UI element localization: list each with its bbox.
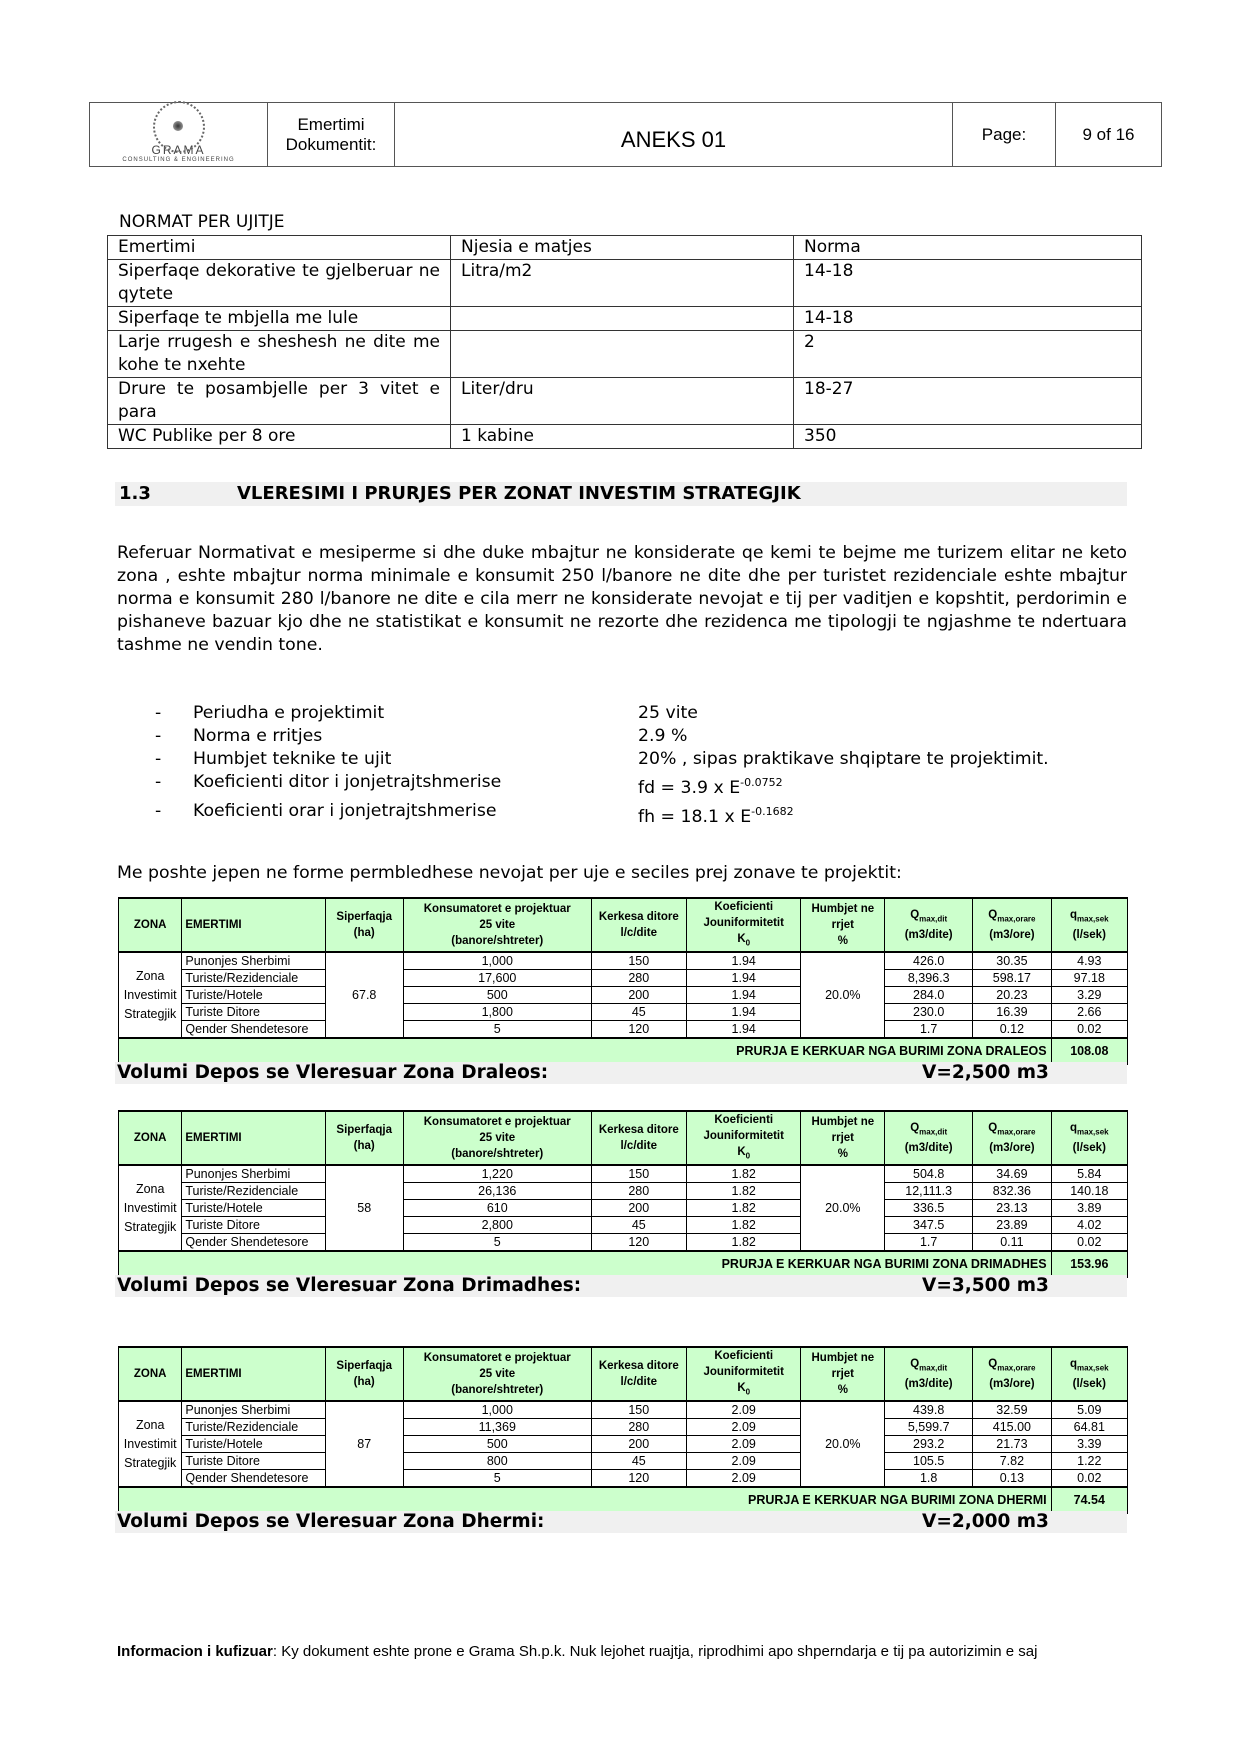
col-emertimi: EMERTIMI	[182, 1347, 325, 1401]
col-qmax-orare: $Q_{max,orare}$ (m3/ore)	[973, 898, 1051, 952]
uniformity-coefficient: 2.09	[686, 1401, 800, 1419]
qmax-hourly: 21.73	[973, 1436, 1051, 1453]
consumer-type: Qender Shendetesore	[182, 1470, 325, 1488]
table-header-row	[119, 1347, 1128, 1401]
qmax-hourly: 16.39	[973, 1004, 1051, 1021]
table-row	[108, 260, 1142, 307]
norm-unit	[451, 331, 794, 378]
consumers-count: 26,136	[403, 1183, 591, 1200]
col-qmax-sek: $q_{max,sek}$ (l/sek)	[1051, 1347, 1127, 1401]
table-row	[119, 1200, 1128, 1217]
total-label: PRURJA E KERKUAR NGA BURIMI ZONA DHERMI	[119, 1487, 1052, 1513]
table-row	[119, 1234, 1128, 1252]
uniformity-coefficient: 1.82	[686, 1183, 800, 1200]
section-heading	[115, 482, 1127, 506]
qmax-hourly: 32.59	[973, 1401, 1051, 1419]
norms-header-row	[108, 236, 1142, 260]
consumer-type: Turiste/Rezidenciale	[182, 1419, 325, 1436]
daily-demand: 45	[591, 1004, 686, 1021]
col-emertimi: EMERTIMI	[182, 1111, 325, 1165]
logo-spiral-icon	[153, 101, 205, 153]
uniformity-coefficient: 1.82	[686, 1165, 800, 1183]
logo-text: GRAMA	[151, 142, 206, 157]
total-row	[119, 1487, 1128, 1513]
col-siperfaqja: Siperfaqja (ha)	[325, 1111, 403, 1165]
daily-demand: 280	[591, 1419, 686, 1436]
col-siperfaqja: Siperfaqja (ha)	[325, 1347, 403, 1401]
consumer-type: Punonjes Sherbimi	[182, 952, 325, 970]
daily-demand: 200	[591, 987, 686, 1004]
col-konsumatoret: Konsumatoret e projektuar 25 vite (banore/shtreter)	[403, 1111, 591, 1165]
qmax-hourly: 0.12	[973, 1021, 1051, 1039]
param-label: Periudha e projektimit	[193, 703, 385, 723]
qmax-hourly: 598.17	[973, 970, 1051, 987]
consumer-type: Turiste/Hotele	[182, 987, 325, 1004]
total-row	[119, 1038, 1128, 1064]
uniformity-coefficient: 2.09	[686, 1436, 800, 1453]
table-row	[119, 1004, 1128, 1021]
qmax-hourly: 30.35	[973, 952, 1051, 970]
doc-name-label	[268, 103, 395, 166]
col-qmax-sek: $q_{max,sek}$ (l/sek)	[1051, 1111, 1127, 1165]
consumers-count: 5	[403, 1470, 591, 1488]
col-zona: ZONA	[119, 1111, 182, 1165]
consumers-count: 500	[403, 1436, 591, 1453]
body-paragraph: Referuar Normativat e mesiperme si dhe duke mbajtur ne konsiderate qe kemi te bejme me turizem elitar ne keto zona , eshte mbajtur norma minimale e konsumit 250 l/banore ne dite dhe per turistet rezidenciale eshte mbajtur norma e konsumit 280 l/banore ne dite e cila merr ne konsiderate nevojat e tij per vaditjen e kopshtit, perdorimin e pishaneve bazuar kjo dhe ne statistikat e konsumit ne rezorte dhe rezidenca me tipologji te ngjashme te ndertuara tashme ne vendin tone.	[117, 543, 1127, 655]
qmax-second: 140.18	[1051, 1183, 1127, 1200]
consumer-type: Punonjes Sherbimi	[182, 1401, 325, 1419]
norms-title: NORMAT PER UJITJE	[119, 212, 285, 232]
zone-area: 87	[325, 1401, 403, 1487]
qmax-second: 0.02	[1051, 1470, 1127, 1488]
uniformity-coefficient: 1.94	[686, 1021, 800, 1039]
table-row	[119, 1401, 1128, 1419]
table-row	[119, 1436, 1128, 1453]
daily-demand: 150	[591, 1401, 686, 1419]
norm-value: 18-27	[794, 378, 1142, 425]
consumers-count: 1,800	[403, 1004, 591, 1021]
norm-name: Larje rrugesh e sheshesh ne dite me kohe te nxehte	[108, 331, 451, 378]
qmax-daily: 293.2	[885, 1436, 973, 1453]
network-losses: 20.0%	[801, 952, 885, 1038]
daily-demand: 150	[591, 1165, 686, 1183]
bullet-dash-icon: -	[155, 800, 162, 821]
consumers-count: 17,600	[403, 970, 591, 987]
daily-demand: 280	[591, 1183, 686, 1200]
norm-name: Siperfaqe te mbjella me lule	[108, 307, 451, 331]
table-row	[119, 1470, 1128, 1488]
volume-label: Volumi Depos se Vleresuar Zona Drimadhes:	[117, 1275, 582, 1296]
daily-demand: 200	[591, 1436, 686, 1453]
footer-disclaimer	[117, 1642, 1127, 1661]
qmax-daily: 230.0	[885, 1004, 973, 1021]
uniformity-coefficient: 2.09	[686, 1470, 800, 1488]
qmax-second: 0.02	[1051, 1021, 1127, 1039]
list-item	[155, 748, 1049, 771]
param-exponent: -0.1682	[751, 804, 794, 818]
param-value	[638, 771, 783, 800]
daily-demand: 200	[591, 1200, 686, 1217]
uniformity-coefficient: 1.82	[686, 1234, 800, 1252]
col-kerkesa: Kerkesa ditore l/c/dite	[591, 898, 686, 952]
col-emertimi: EMERTIMI	[182, 898, 325, 952]
qmax-daily: 1.8	[885, 1470, 973, 1488]
table-row	[119, 1419, 1128, 1436]
page-number: 9 of 16	[1082, 124, 1135, 144]
zone-area: 58	[325, 1165, 403, 1251]
volume-label: Volumi Depos se Vleresuar Zona Draleos:	[117, 1062, 549, 1083]
norm-value: 14-18	[794, 260, 1142, 307]
consumers-count: 1,000	[403, 952, 591, 970]
uniformity-coefficient: 1.82	[686, 1200, 800, 1217]
qmax-daily: 347.5	[885, 1217, 973, 1234]
qmax-second: 5.84	[1051, 1165, 1127, 1183]
qmax-second: 5.09	[1051, 1401, 1127, 1419]
bullet-dash-icon: -	[155, 749, 162, 769]
qmax-daily: 5,599.7	[885, 1419, 973, 1436]
total-label: PRURJA E KERKUAR NGA BURIMI ZONA DRALEOS	[119, 1038, 1052, 1064]
daily-demand: 45	[591, 1453, 686, 1470]
col-qmax-dit: $Q_{max,dit}$ (m3/dite)	[885, 1111, 973, 1165]
consumer-type: Turiste Ditore	[182, 1217, 325, 1234]
qmax-hourly: 23.13	[973, 1200, 1051, 1217]
table-row	[119, 1021, 1128, 1039]
doc-name-label-line1: Emertimi	[297, 114, 365, 134]
daily-demand: 280	[591, 970, 686, 987]
norm-value: 350	[794, 425, 1142, 449]
col-konsumatoret: Konsumatoret e projektuar 25 vite (banore/shtreter)	[403, 898, 591, 952]
norms-col-name: Emertimi	[108, 236, 451, 260]
list-item	[155, 800, 1049, 829]
table-header-row	[119, 898, 1128, 952]
consumer-type: Turiste/Rezidenciale	[182, 1183, 325, 1200]
param-exponent: -0.0752	[740, 776, 783, 789]
table-row	[108, 307, 1142, 331]
table-row	[119, 1453, 1128, 1470]
qmax-second: 2.66	[1051, 1004, 1127, 1021]
table-row	[119, 1165, 1128, 1183]
norm-unit	[451, 307, 794, 331]
consumer-type: Turiste/Hotele	[182, 1200, 325, 1217]
zone-label: Zona Investimit Strategjik	[119, 1165, 182, 1251]
design-parameters-list	[155, 702, 1049, 829]
daily-demand: 120	[591, 1234, 686, 1252]
qmax-hourly: 0.11	[973, 1234, 1051, 1252]
consumers-count: 800	[403, 1453, 591, 1470]
consumers-count: 500	[403, 987, 591, 1004]
param-value: 2.9 %	[638, 726, 688, 746]
qmax-second: 3.29	[1051, 987, 1127, 1004]
qmax-daily: 336.5	[885, 1200, 973, 1217]
param-label: Koeficienti orar i jonjetrajtshmerise	[193, 800, 497, 821]
zone-demand-table	[118, 897, 1128, 1065]
table-row	[108, 425, 1142, 449]
qmax-daily: 105.5	[885, 1453, 973, 1470]
col-humbjet: Humbjet ne rrjet %	[801, 1347, 885, 1401]
col-siperfaqja: Siperfaqja (ha)	[325, 898, 403, 952]
uniformity-coefficient: 1.94	[686, 987, 800, 1004]
col-kerkesa: Kerkesa ditore l/c/dite	[591, 1347, 686, 1401]
list-item	[155, 725, 1049, 748]
list-item	[155, 702, 1049, 725]
section-title: VLERESIMI I PRURJES PER ZONAT INVESTIM STRATEGJIK	[237, 483, 801, 504]
col-qmax-orare: $Q_{max,orare}$ (m3/ore)	[973, 1111, 1051, 1165]
consumer-type: Qender Shendetesore	[182, 1021, 325, 1039]
table-row	[119, 952, 1128, 970]
consumer-type: Turiste/Rezidenciale	[182, 970, 325, 987]
param-value-base: fh = 18.1 x E	[638, 806, 752, 827]
bullet-dash-icon: -	[155, 772, 162, 792]
col-koeficienti: Koeficienti Jouniformitetit $K_0$	[686, 1347, 800, 1401]
table-row	[108, 378, 1142, 425]
volume-value: V=2,000 m3	[922, 1511, 1049, 1532]
doc-title: ANEKS 01	[395, 103, 953, 166]
param-value: 25 vite	[638, 703, 698, 723]
total-label: PRURJA E KERKUAR NGA BURIMI ZONA DRIMADHES	[119, 1251, 1052, 1277]
norm-unit: Litra/m2	[451, 260, 794, 307]
col-qmax-orare: $Q_{max,orare}$ (m3/ore)	[973, 1347, 1051, 1401]
col-konsumatoret: Konsumatoret e projektuar 25 vite (banore/shtreter)	[403, 1347, 591, 1401]
total-value: 108.08	[1051, 1038, 1127, 1064]
qmax-hourly: 7.82	[973, 1453, 1051, 1470]
qmax-second: 97.18	[1051, 970, 1127, 987]
consumers-count: 610	[403, 1200, 591, 1217]
qmax-hourly: 20.23	[973, 987, 1051, 1004]
norm-name: WC Publike per 8 ore	[108, 425, 451, 449]
table-row	[119, 1183, 1128, 1200]
norm-value: 14-18	[794, 307, 1142, 331]
param-value-base: fd = 3.9 x E	[638, 777, 741, 798]
daily-demand: 150	[591, 952, 686, 970]
qmax-daily: 439.8	[885, 1401, 973, 1419]
norm-value: 2	[794, 331, 1142, 378]
uniformity-coefficient: 1.94	[686, 970, 800, 987]
footer-text: : Ky dokument eshte prone e Grama Sh.p.k. Nuk lejohet ruajtja, riprodhimi apo shperndarja e tij pa autorizimin e saj	[272, 1643, 1038, 1660]
col-qmax-sek: $q_{max,sek}$ (l/sek)	[1051, 898, 1127, 952]
daily-demand: 120	[591, 1021, 686, 1039]
col-qmax-dit: $Q_{max,dit}$ (m3/dite)	[885, 1347, 973, 1401]
doc-name-label-line2: Dokumentit:	[285, 134, 377, 154]
table-header-row	[119, 1111, 1128, 1165]
norm-unit: 1 kabine	[451, 425, 794, 449]
norms-table	[107, 235, 1142, 449]
qmax-second: 4.02	[1051, 1217, 1127, 1234]
volume-label: Volumi Depos se Vleresuar Zona Dhermi:	[117, 1511, 545, 1532]
param-value: 20% , sipas praktikave shqiptare te projektimit.	[638, 749, 1049, 769]
qmax-second: 4.93	[1051, 952, 1127, 970]
qmax-daily: 8,396.3	[885, 970, 973, 987]
qmax-second: 0.02	[1051, 1234, 1127, 1252]
table-row	[119, 1217, 1128, 1234]
daily-demand: 120	[591, 1470, 686, 1488]
uniformity-coefficient: 2.09	[686, 1453, 800, 1470]
table-row	[119, 970, 1128, 987]
table-row	[119, 987, 1128, 1004]
qmax-second: 3.39	[1051, 1436, 1127, 1453]
uniformity-coefficient: 1.94	[686, 952, 800, 970]
col-qmax-dit: $Q_{max,dit}$ (m3/dite)	[885, 898, 973, 952]
consumers-count: 11,369	[403, 1419, 591, 1436]
param-value	[638, 800, 794, 829]
qmax-hourly: 832.36	[973, 1183, 1051, 1200]
bullet-dash-icon: -	[155, 703, 162, 723]
reservoir-volume	[115, 1511, 1127, 1533]
norm-name: Drure te posambjelle per 3 vitet e para	[108, 378, 451, 425]
consumers-count: 1,220	[403, 1165, 591, 1183]
norm-unit: Liter/dru	[451, 378, 794, 425]
qmax-hourly: 0.13	[973, 1470, 1051, 1488]
zone-label: Zona Investimit Strategjik	[119, 1401, 182, 1487]
zone-label: Zona Investimit Strategjik	[119, 952, 182, 1038]
total-value: 74.54	[1051, 1487, 1127, 1513]
param-label: Humbjet teknike te ujit	[193, 749, 392, 769]
qmax-daily: 284.0	[885, 987, 973, 1004]
document-header	[89, 102, 1162, 167]
daily-demand: 45	[591, 1217, 686, 1234]
param-label: Koeficienti ditor i jonjetrajtshmerise	[193, 772, 502, 792]
col-humbjet: Humbjet ne rrjet %	[801, 898, 885, 952]
consumers-count: 5	[403, 1021, 591, 1039]
qmax-hourly: 34.69	[973, 1165, 1051, 1183]
qmax-daily: 504.8	[885, 1165, 973, 1183]
uniformity-coefficient: 1.94	[686, 1004, 800, 1021]
network-losses: 20.0%	[801, 1401, 885, 1487]
col-koeficienti: Koeficienti Jouniformitetit $K_0$	[686, 898, 800, 952]
volume-value: V=3,500 m3	[922, 1275, 1049, 1296]
qmax-second: 3.89	[1051, 1200, 1127, 1217]
uniformity-coefficient: 1.82	[686, 1217, 800, 1234]
consumer-type: Turiste Ditore	[182, 1004, 325, 1021]
norms-col-unit: Njesia e matjes	[451, 236, 794, 260]
list-item	[155, 771, 1049, 800]
consumer-type: Punonjes Sherbimi	[182, 1165, 325, 1183]
qmax-daily: 1.7	[885, 1234, 973, 1252]
norms-col-norm: Norma	[794, 236, 1142, 260]
qmax-hourly: 23.89	[973, 1217, 1051, 1234]
network-losses: 20.0%	[801, 1165, 885, 1251]
logo-subtitle: CONSULTING & ENGINEERING	[122, 156, 235, 163]
footer-bold-label: Informacion i kufizuar	[117, 1643, 273, 1660]
consumer-type: Qender Shendetesore	[182, 1234, 325, 1252]
col-humbjet: Humbjet ne rrjet %	[801, 1111, 885, 1165]
tables-intro: Me poshte jepen ne forme permbledhese nevojat per uje e seciles prej zonave te projektit:	[117, 863, 902, 883]
param-label: Norma e rritjes	[193, 726, 323, 746]
zone-demand-table	[118, 1110, 1128, 1278]
section-number: 1.3	[119, 483, 151, 504]
page-label: Page:	[953, 103, 1056, 166]
qmax-hourly: 415.00	[973, 1419, 1051, 1436]
volume-value: V=2,500 m3	[922, 1062, 1049, 1083]
consumers-count: 2,800	[403, 1217, 591, 1234]
col-koeficienti: Koeficienti Jouniformitetit $K_0$	[686, 1111, 800, 1165]
company-logo	[90, 103, 268, 166]
uniformity-coefficient: 2.09	[686, 1419, 800, 1436]
consumer-type: Turiste/Hotele	[182, 1436, 325, 1453]
consumers-count: 5	[403, 1234, 591, 1252]
consumer-type: Turiste Ditore	[182, 1453, 325, 1470]
bullet-dash-icon: -	[155, 726, 162, 746]
total-row	[119, 1251, 1128, 1277]
zone-area: 67.8	[325, 952, 403, 1038]
reservoir-volume	[115, 1062, 1127, 1084]
reservoir-volume	[115, 1275, 1127, 1297]
consumers-count: 1,000	[403, 1401, 591, 1419]
qmax-daily: 12,111.3	[885, 1183, 973, 1200]
qmax-daily: 426.0	[885, 952, 973, 970]
qmax-daily: 1.7	[885, 1021, 973, 1039]
qmax-second: 1.22	[1051, 1453, 1127, 1470]
norm-name: Siperfaqe dekorative te gjelberuar ne qytete	[108, 260, 451, 307]
col-kerkesa: Kerkesa ditore l/c/dite	[591, 1111, 686, 1165]
col-zona: ZONA	[119, 898, 182, 952]
zone-demand-table	[118, 1346, 1128, 1514]
total-value: 153.96	[1051, 1251, 1127, 1277]
table-row	[108, 331, 1142, 378]
qmax-second: 64.81	[1051, 1419, 1127, 1436]
col-zona: ZONA	[119, 1347, 182, 1401]
